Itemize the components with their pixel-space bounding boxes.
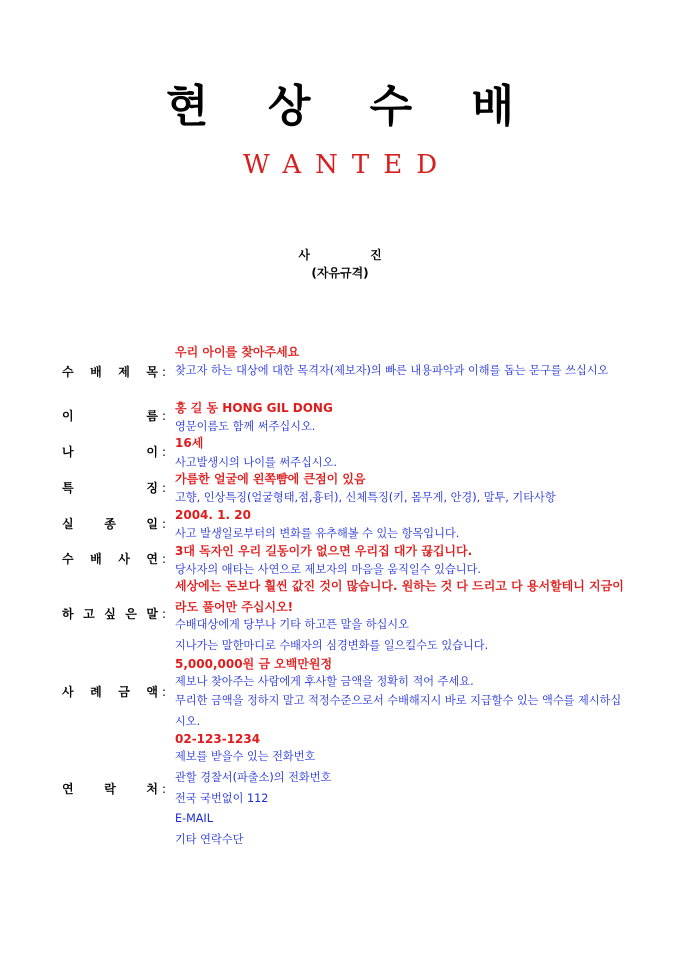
story-label: 수 배 사 연 (62, 552, 158, 566)
age-value: 16세 (175, 436, 204, 450)
missing-date-hint: 사고 발생일로부터의 변화를 유추해볼 수 있는 항목입니다. (175, 527, 460, 540)
contact-value: 02-123-1234 (175, 732, 261, 746)
title-value: 우리 아이를 찾아주세요 (175, 345, 300, 359)
reward-hint-2: 무리한 금액을 정하지 말고 적정수준으로서 수배해지시 바로 지급할수 있는 액수를 제시하십시오. (175, 694, 622, 728)
age-hint: 사고발생시의 나이를 써주십시오. (175, 456, 337, 469)
name-value: 홍 길 동 HONG GIL DONG (175, 401, 333, 415)
features-colon: : (162, 481, 167, 495)
features-label: 특 징 (62, 481, 158, 495)
reward-hint-1: 제보나 찾아주는 사람에게 후사할 금액을 정확히 적어 주세요. (175, 675, 474, 688)
reward-label: 사 례 금 액 (62, 685, 158, 699)
contact-hint-other: 기타 연락수단 (175, 833, 244, 846)
story-colon: : (162, 552, 167, 566)
photo-label: 사 진 (298, 248, 410, 262)
age-colon: : (162, 445, 167, 459)
page-title: 현 상 수 배 (166, 81, 536, 132)
missing-date-value: 2004. 1. 20 (175, 508, 251, 522)
story-hint: 당사자의 애타는 사연으로 제보자의 마음을 움직일수 있습니다. (175, 563, 481, 576)
contact-colon: : (162, 782, 167, 796)
title-colon: : (162, 365, 167, 379)
age-label: 나 이 (62, 445, 158, 459)
missing-date-colon: : (162, 517, 167, 531)
contact-hint-phone: 제보를 받을수 있는 전화번호 (175, 750, 316, 763)
title-label: 수 배 제 목 (62, 365, 158, 379)
name-hint: 영문이름도 함께 써주십시오. (175, 420, 316, 433)
name-label: 이 름 (62, 409, 158, 423)
reward-value: 5,000,000원 금 오백만원정 (175, 657, 333, 671)
features-value: 가름한 얼굴에 왼쪽뺨에 큰점이 있음 (175, 472, 366, 486)
reward-colon: : (162, 685, 167, 699)
message-hint-1: 수배대상에게 당부나 기타 하고픈 말을 하십시오 (175, 618, 409, 631)
name-colon: : (162, 409, 167, 423)
contact-hint-police: 관할 경찰서(파출소)의 전화번호 (175, 771, 332, 784)
contact-hint-112: 전국 국번없이 112 (175, 792, 269, 805)
message-value: 세상에는 돈보다 훨씬 값진 것이 많습니다. 원하는 것 다 드리고 다 용서할테니 지금이라도 풀어만 주십시오! (175, 579, 624, 614)
story-value: 3대 독자인 우리 길동이가 없으면 우리집 대가 끊깁니다. (175, 544, 473, 558)
wanted-subtitle: WANTED (242, 150, 452, 180)
photo-size-note: (자유규격) (311, 266, 369, 280)
contact-label: 연 락 처 (62, 782, 158, 796)
features-hint: 고향, 인상특징(얼굴형태,점,흉터), 신체특징(키, 몸무게, 안경), 말투, 기타사항 (175, 491, 556, 504)
message-label: 하 고 싶 은 말 (62, 607, 158, 621)
contact-hint-email: E-MAIL (175, 812, 213, 825)
message-hint-2: 지나가는 말한마디로 수배자의 심경변화를 일으킬수도 있습니다. (175, 639, 489, 652)
title-hint: 찾고자 하는 대상에 대한 목격자(제보자)의 빠른 내용파악과 이해를 돕는 문구를 쓰십시오 (175, 364, 609, 377)
message-colon: : (162, 607, 167, 621)
missing-date-label: 실 종 일 (62, 517, 158, 531)
